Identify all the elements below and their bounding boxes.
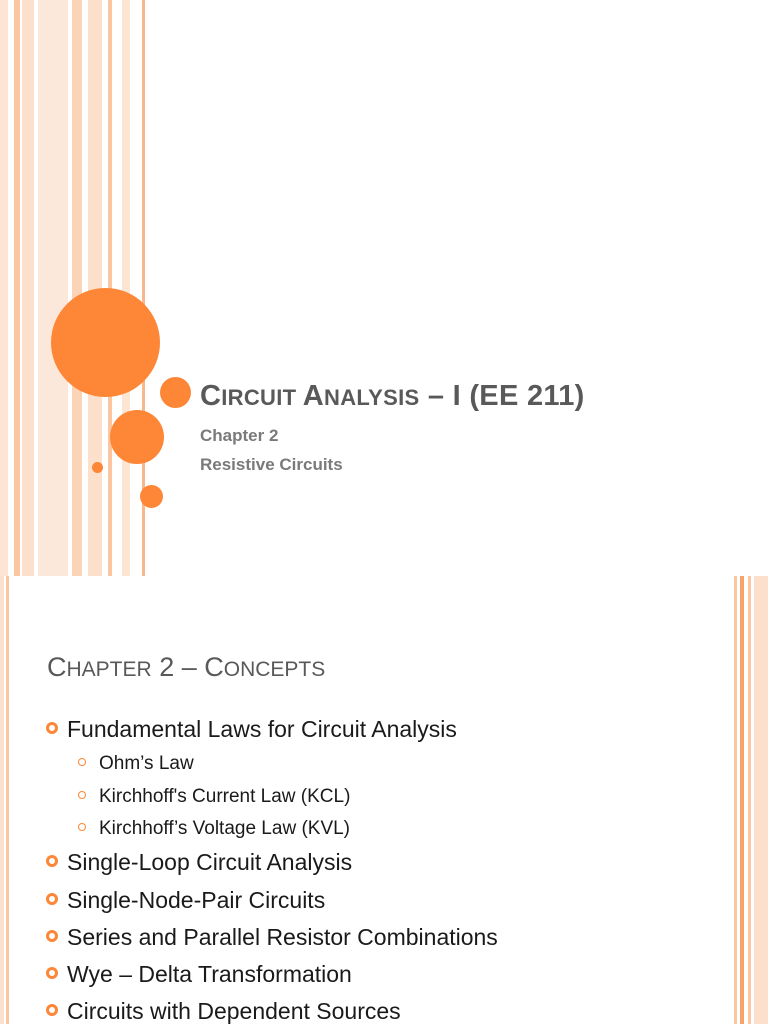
sub-bullet-ring-icon: [78, 758, 86, 766]
sub-bullet-item: [78, 753, 194, 775]
bullet-text: Kirchhoff’s Voltage Law (KVL): [99, 818, 351, 839]
decorative-stripe: [38, 0, 68, 576]
title-part: A: [302, 380, 325, 412]
decorative-circle: [110, 410, 164, 464]
decorative-stripe: [122, 0, 130, 576]
bullet-text: Wye – Delta Transformation: [67, 961, 352, 987]
bullet-item: [46, 961, 352, 988]
bullet-ring-icon: [46, 893, 58, 905]
slide-title: [47, 652, 325, 683]
title-part: C: [204, 652, 224, 682]
slide-title: [200, 380, 585, 413]
decorative-stripe: [734, 576, 737, 1024]
title-part: ONCEPTS: [223, 658, 326, 681]
bullet-item: [46, 998, 401, 1024]
decorative-stripe: [72, 0, 82, 576]
title-part: C: [200, 380, 222, 412]
bullet-ring-icon: [46, 855, 58, 867]
bullet-ring-icon: [46, 930, 58, 942]
bullet-ring-icon: [46, 967, 58, 979]
title-part: 2 –: [151, 652, 205, 682]
bullet-text: Kirchhoff's Current Law (KCL): [99, 786, 351, 807]
decorative-stripe: [22, 0, 34, 576]
subtitle-topic: Resistive Circuits: [200, 455, 343, 474]
decorative-circle: [160, 377, 191, 408]
decorative-circle: [92, 462, 103, 473]
decorative-stripe: [740, 576, 744, 1024]
concepts-slide: [0, 576, 768, 1024]
decorative-circle: [140, 485, 163, 508]
title-part: IRCUIT: [221, 385, 303, 410]
bullet-item: [46, 849, 352, 876]
decorative-circle-large: [51, 288, 160, 397]
bullet-item: [46, 887, 325, 914]
decorative-stripe: [0, 0, 8, 576]
title-part: – I (EE 211): [419, 380, 585, 412]
title-part: NALYSIS: [324, 385, 420, 410]
decorative-stripe: [754, 576, 768, 1024]
decorative-stripe: [748, 576, 751, 1024]
bullet-text: Ohm’s Law: [99, 753, 194, 774]
bullet-item: [46, 716, 457, 743]
bullet-ring-icon: [46, 1004, 58, 1016]
sub-bullet-ring-icon: [78, 823, 86, 831]
title-part: C: [47, 652, 67, 682]
bullet-text: Single-Loop Circuit Analysis: [67, 849, 353, 875]
sub-bullet-ring-icon: [78, 791, 86, 799]
subtitle-chapter: Chapter 2: [200, 426, 279, 445]
bullet-item: [46, 924, 498, 951]
title-part: HAPTER: [66, 658, 152, 681]
sub-bullet-item: [78, 786, 350, 808]
decorative-stripe: [14, 0, 20, 576]
bullet-ring-icon: [46, 722, 58, 734]
bullet-text: Fundamental Laws for Circuit Analysis: [67, 716, 457, 742]
decorative-stripe: [6, 576, 9, 1024]
decorative-stripe: [0, 576, 4, 1024]
sub-bullet-item: [78, 818, 350, 840]
bullet-text: Single-Node-Pair Circuits: [67, 887, 326, 913]
bullet-text: Series and Parallel Resistor Combinations: [67, 924, 498, 950]
bullet-text: Circuits with Dependent Sources: [67, 998, 401, 1024]
